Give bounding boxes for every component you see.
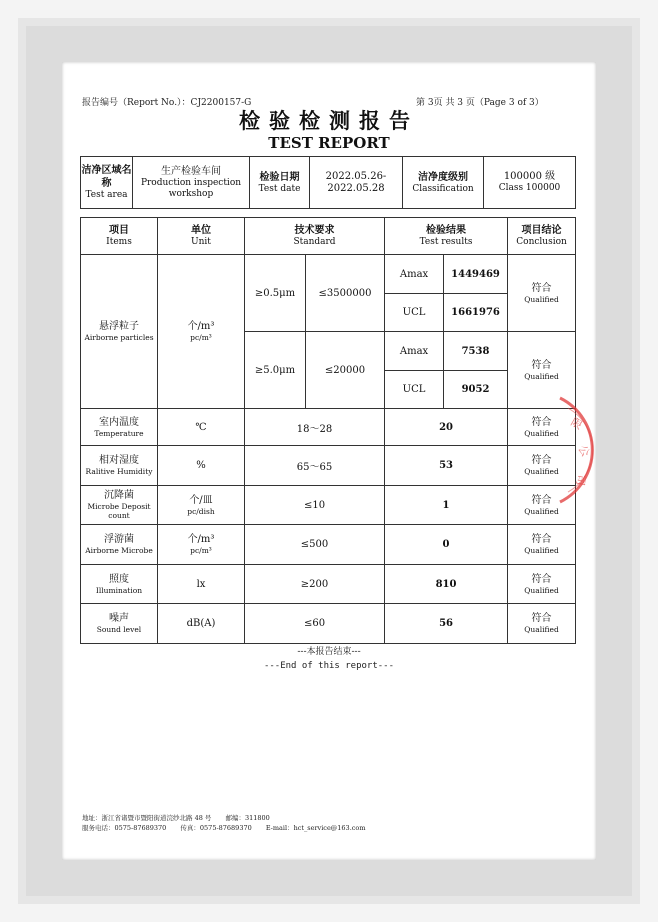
item-unit: 个/皿 pc/dish [158, 486, 245, 525]
item-name: 沉降菌 Microbe Deposit count [81, 486, 158, 525]
class-value: 100000 级 Class 100000 [484, 157, 576, 209]
item-result: 20 [385, 409, 508, 446]
size-50: ≥5.0μm [245, 332, 306, 409]
particles-unit: 个/m³ pc/m³ [158, 255, 245, 409]
item-conclusion: 符合 Qualified [508, 486, 576, 525]
area-value: 生产检验车间 Production inspection workshop [133, 157, 250, 209]
item-result: 0 [385, 525, 508, 565]
limit-05: ≤3500000 [306, 255, 385, 332]
item-standard: ≤500 [245, 525, 385, 565]
svg-text:司: 司 [573, 473, 588, 487]
size-05: ≥0.5μm [245, 255, 306, 332]
table-row [81, 255, 576, 294]
table-row [81, 446, 576, 486]
item-conclusion: 符合 Qualified [508, 525, 576, 565]
item-result: 56 [385, 604, 508, 644]
amax-label: Amax [385, 255, 444, 294]
footer-address: 地址：浙江省诸暨市暨阳街道浣纱北路 48 号 [82, 814, 212, 822]
ucl-05: 1661976 [444, 294, 508, 332]
item-unit: 个/m³ pc/m³ [158, 525, 245, 565]
date-label: 检验日期 Test date [250, 157, 310, 209]
table-row [81, 409, 576, 446]
footer-fax: 传真：0575-87689370 [180, 824, 252, 832]
conclusion-05: 符合 Qualified [508, 255, 576, 332]
table-row [81, 486, 576, 525]
item-standard: 65～65 [245, 446, 385, 486]
area-label: 洁净区域名称 Test area [81, 157, 133, 209]
col-items: 项目 Items [81, 218, 158, 255]
item-unit: ℃ [158, 409, 245, 446]
item-standard: 18～28 [245, 409, 385, 446]
item-name: 照度 Illumination [81, 565, 158, 604]
particles-name: 悬浮粒子 Airborne particles [81, 255, 158, 409]
end-of-report-en: ---End of this report--- [263, 661, 395, 671]
class-label: 洁净度级别 Classification [403, 157, 484, 209]
item-result: 53 [385, 446, 508, 486]
item-result: 810 [385, 565, 508, 604]
page-indicator: 第 3页 共 3 页（Page 3 of 3） [416, 98, 544, 108]
col-results: 检验结果 Test results [385, 218, 508, 255]
item-unit: % [158, 446, 245, 486]
date-value: 2022.05.26- 2022.05.28 [310, 157, 403, 209]
item-unit: dB(A) [158, 604, 245, 644]
footer-postcode: 邮编：311800 [225, 814, 270, 822]
ucl-50: 9052 [444, 371, 508, 409]
svg-text:公: 公 [575, 443, 593, 460]
amax-05: 1449469 [444, 255, 508, 294]
item-name: 噪声 Sound level [81, 604, 158, 644]
item-conclusion: 符合 Qualified [508, 409, 576, 446]
item-standard: ≤10 [245, 486, 385, 525]
item-conclusion: 符合 Qualified [508, 565, 576, 604]
title-chinese: 检验检测报告 [239, 108, 419, 133]
title-english: TEST REPORT [268, 134, 390, 152]
item-standard: ≤60 [245, 604, 385, 644]
item-conclusion: 符合 Qualified [508, 604, 576, 644]
end-of-report-cn: ---本报告结束--- [297, 647, 361, 657]
item-standard: ≥200 [245, 565, 385, 604]
item-result: 1 [385, 486, 508, 525]
item-name: 相对湿度 Ralitive Humidity [81, 446, 158, 486]
amax-50: 7538 [444, 332, 508, 371]
col-unit: 单位 Unit [158, 218, 245, 255]
amax-label: Amax [385, 332, 444, 371]
header-row [81, 218, 576, 255]
item-name: 浮游菌 Airborne Microbe [81, 525, 158, 565]
col-conclusion: 项目结论 Conclusion [508, 218, 576, 255]
item-unit: lx [158, 565, 245, 604]
footer-address-line [82, 813, 282, 822]
table-row [81, 525, 576, 565]
conclusion-50: 符合 Qualified [508, 332, 576, 409]
test-info-table [80, 156, 576, 209]
results-table [80, 217, 576, 644]
footer-contact-line [82, 823, 377, 832]
item-name: 室内温度 Temperature [81, 409, 158, 446]
limit-50: ≤20000 [306, 332, 385, 409]
footer-tel: 服务电话：0575-87689370 [82, 824, 167, 832]
footer-email: E-mail：hct_service@163.com [265, 824, 366, 832]
svg-text:限: 限 [568, 415, 585, 433]
item-conclusion: 符合 Qualified [508, 446, 576, 486]
report-number: 报告编号（Report No.）：CJ2200157-G [82, 98, 252, 108]
table-row [81, 604, 576, 644]
ucl-label: UCL [385, 371, 444, 409]
ucl-label: UCL [385, 294, 444, 332]
col-standard: 技术要求 Standard [245, 218, 385, 255]
table-row [81, 565, 576, 604]
